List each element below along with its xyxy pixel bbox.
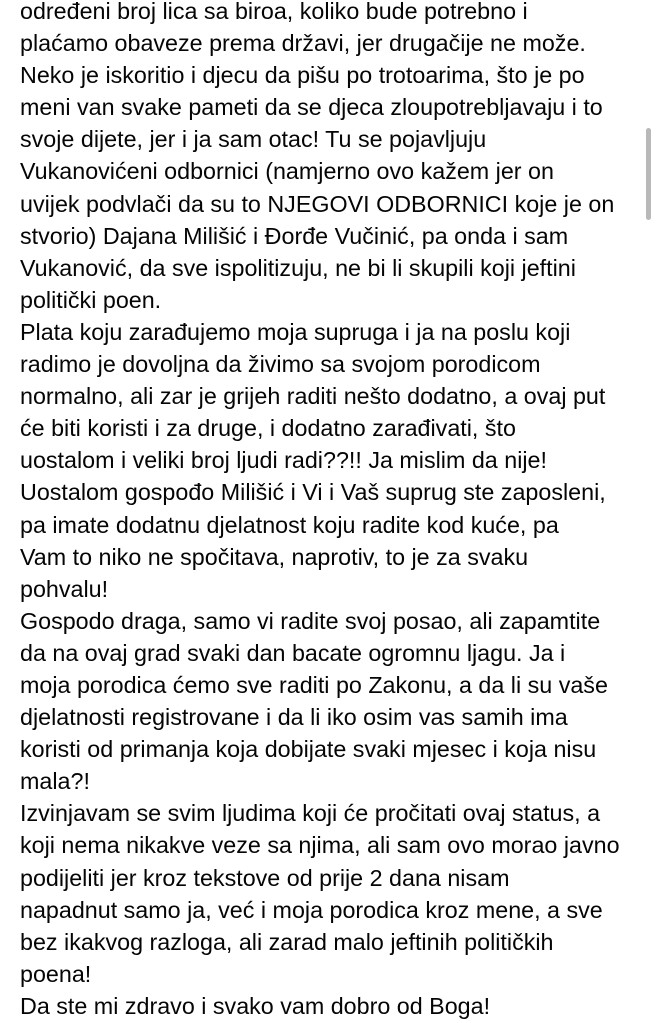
scrollbar-thumb[interactable] — [646, 128, 651, 220]
post-line: radimo je dovoljna da živimo sa svojom porodicom — [20, 351, 541, 378]
post-line: Neko je iskoritio i djecu da pišu po trotoarima, što je po — [20, 62, 585, 89]
post-line: da na ovaj grad svaki dan bacate ogromnu ljagu. Ja i — [20, 639, 566, 666]
post-line: djelatnosti registrovane i da li iko osim vas samih ima — [20, 704, 568, 731]
post-line: pa imate dodatnu djelatnost koju radite kod kuće, pa — [20, 511, 559, 538]
post-line: Uostalom gospođo Milišić i Vi i Vaš suprug ste zaposleni, — [20, 479, 606, 506]
post-line: Plata koju zarađujemo moja supruga i ja na poslu koji — [20, 318, 571, 345]
post-line: politički poen. — [20, 286, 162, 313]
post-line: svoje dijete, jer i ja sam otac! Tu se pojavljuju — [20, 126, 487, 153]
post-line: meni van svake pameti da se djeca zloupotrebljavaju i to — [20, 94, 603, 121]
post-line: podijeliti jer kroz tekstove od prije 2 dana nisam — [20, 864, 510, 891]
post-line: napadnut samo ja, već i moja porodica kroz mene, a sve — [20, 896, 603, 923]
post-line: Vukanović, da sve ispolitizuju, ne bi li skupili koji jeftini — [20, 254, 576, 281]
post-line: Da ste mi zdravo i svako vam dobro od Boga! — [20, 992, 491, 1019]
post-line: će biti koristi i za druge, i dodatno zarađivati, što — [20, 415, 516, 442]
post-line: koji nema nikakve veze sa njima, ali sam ovo morao javno — [20, 832, 620, 859]
post-line: normalno, ali zar je grijeh raditi nešto dodatno, a ovaj put — [20, 383, 606, 410]
post-line: poena! — [20, 960, 92, 987]
post-line: pohvalu! — [20, 575, 109, 602]
post-line: Vam to niko ne spočitava, naprotiv, to je za svaku — [20, 543, 529, 570]
post-line: stvorio) Dajana Milišić i Đorđe Vučinić, pa onda i sam — [20, 222, 569, 249]
post-line: koristi od primanja koja dobijate svaki mjesec i koja nisu — [20, 736, 597, 763]
post-line: uostalom i veliki broj ljudi radi??!! Ja mislim da nije! — [20, 447, 547, 474]
post-line: Vukanovićeni odbornici (namjerno ovo kažem jer on — [20, 158, 554, 185]
post-line: bez ikakvog razloga, ali zarad malo jeftinih političkih — [20, 928, 554, 955]
post-line: uvijek podvlači da su to NJEGOVI ODBORNICI koje je on — [20, 190, 615, 217]
post-line: Gospodo draga, samo vi radite svoj posao, ali zapamtite — [20, 607, 601, 634]
post-line: određeni broj lica sa biroa, koliko bude potrebno i — [20, 0, 528, 24]
post-line: mala?! — [20, 768, 90, 795]
post-line: Izvinjavam se svim ljudima koji će pročitati ovaj status, a — [20, 800, 601, 827]
post-line: plaćamo obaveze prema državi, jer drugačije ne može. — [20, 30, 586, 57]
post-line: moja porodica ćemo sve raditi po Zakonu, a da li su vaše — [20, 671, 608, 698]
post-text — [20, 0, 645, 1022]
